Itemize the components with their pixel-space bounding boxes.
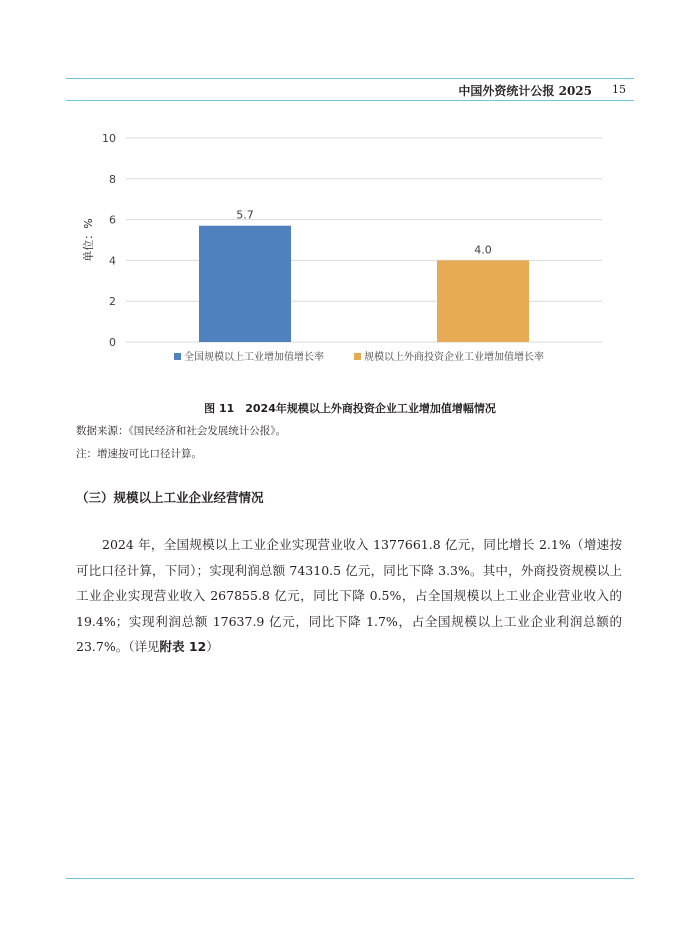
y-tick-label-10: 10	[102, 132, 116, 145]
y-axis-label: 单位：%	[82, 218, 95, 262]
y-tick-label-4: 4	[109, 254, 116, 268]
header-rule-bottom	[66, 100, 634, 101]
page-number: 15	[612, 83, 626, 96]
y-tick-label-0: 0	[109, 336, 116, 349]
paragraph-tail: ）	[206, 639, 219, 654]
bar-1	[199, 226, 291, 342]
bar-2	[437, 260, 529, 342]
y-tick-label-8: 8	[109, 172, 116, 186]
header-rule-top	[66, 78, 634, 79]
header-title: 中国外资统计公报 2025	[458, 84, 592, 98]
body-paragraph	[76, 532, 622, 660]
calc-note: 注：增速按可比口径计算。	[76, 448, 202, 460]
legend-entry-1: 全国规模以上工业增加值增长率	[184, 352, 324, 363]
footer-rule	[66, 878, 634, 879]
source-note: 数据来源：《国民经济和社会发展统计公报》。	[76, 425, 286, 437]
legend-swatch-1	[174, 353, 181, 360]
section-heading: （三）规模以上工业企业经营情况	[76, 490, 264, 505]
appendix-reference: 附表 12	[159, 639, 207, 654]
y-tick-label-2: 2	[109, 295, 116, 309]
legend-entry-2: 规模以上外商投资企业工业增加值增长率	[364, 352, 544, 363]
data-label-1: 5.7	[236, 208, 254, 222]
figure-caption: 图 11 2024年规模以上外商投资企业工业增加值增幅情况	[204, 402, 496, 415]
bar-chart	[66, 120, 626, 380]
y-tick-label-6: 6	[109, 213, 116, 227]
data-label-2: 4.0	[474, 243, 492, 257]
legend-swatch-2	[354, 353, 361, 360]
paragraph-text: 2024 年，全国规模以上工业企业实现营业收入 1377661.8 亿元，同比增长 2.1%（增速按可比口径计算，下同）；实现利润总额 74310.5 亿元，同比下降 3.3%。其中，外商投资规模以上工业企业实现营业收入 267855.8 亿元，同比下降 0.5%，占全国规模以上工业企业营业收入的 19.4%；实现利润总额 17637.9 亿元，同比下降 1.7%，占全国规模以上工业企业利润总额的 23.7%。（详见	[76, 537, 622, 654]
